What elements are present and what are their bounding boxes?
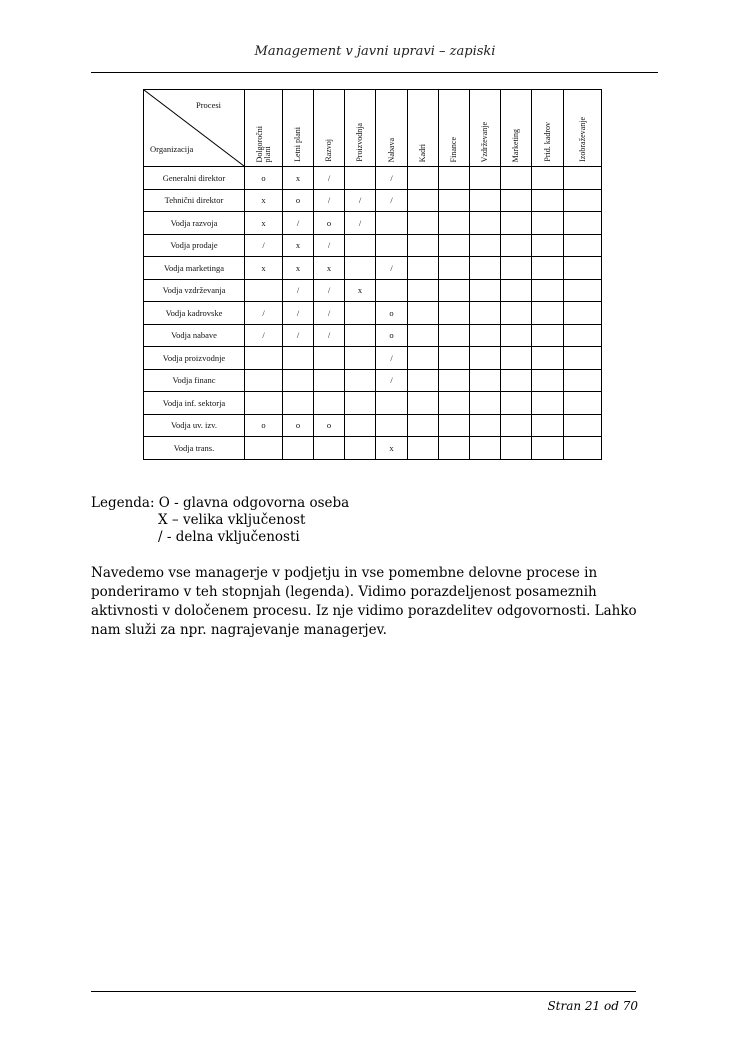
matrix-cell	[408, 167, 439, 190]
matrix-cell: o	[283, 189, 314, 212]
matrix-row	[144, 324, 602, 347]
matrix-cell	[439, 324, 470, 347]
matrix-cell	[314, 347, 345, 370]
matrix-cell	[345, 347, 376, 370]
matrix-row	[144, 167, 602, 190]
matrix-cell: /	[314, 302, 345, 325]
matrix-cell	[564, 414, 602, 437]
matrix-cell	[439, 257, 470, 280]
matrix-cell: x	[283, 234, 314, 257]
matrix-row	[144, 347, 602, 370]
matrix-cell	[408, 437, 439, 460]
matrix-cell	[564, 189, 602, 212]
matrix-cell: /	[314, 279, 345, 302]
matrix-cell: /	[345, 189, 376, 212]
matrix-cell	[283, 369, 314, 392]
matrix-cell: o	[314, 414, 345, 437]
matrix-cell	[470, 369, 501, 392]
matrix-cell	[345, 369, 376, 392]
matrix-cell	[470, 414, 501, 437]
matrix-cell	[439, 189, 470, 212]
matrix-cell	[532, 437, 564, 460]
matrix-cell	[501, 414, 532, 437]
matrix-cell	[408, 414, 439, 437]
row-label: Vodja razvoja	[144, 212, 245, 235]
matrix-cell	[501, 324, 532, 347]
column-header-label: Izobraževanje	[577, 117, 587, 162]
matrix-cell	[564, 437, 602, 460]
matrix-cell	[532, 279, 564, 302]
matrix-cell: /	[314, 234, 345, 257]
matrix-cell	[376, 279, 408, 302]
matrix-cell	[501, 212, 532, 235]
matrix-cell	[345, 302, 376, 325]
matrix-cell: /	[283, 324, 314, 347]
matrix-cell	[564, 279, 602, 302]
matrix-cell: x	[245, 257, 283, 280]
column-header-label: Prid. kadrov	[542, 122, 552, 162]
matrix-cell	[439, 302, 470, 325]
footer-rule	[91, 991, 636, 992]
matrix-cell: /	[345, 212, 376, 235]
matrix-cell: x	[376, 437, 408, 460]
matrix-cell	[501, 302, 532, 325]
row-label: Vodja prodaje	[144, 234, 245, 257]
matrix-cell: /	[376, 369, 408, 392]
matrix-cell	[439, 437, 470, 460]
row-label: Generalni direktor	[144, 167, 245, 190]
body-paragraph: Navedemo vse managerje v podjetju in vse pomembne delovne procese in ponderiramo v teh stopnjah (legenda). Vidimo porazdeljenost posameznih aktivnosti v določenem procesu. Iz nje vidimo porazdelitev odgovornosti. Lahko nam služi za npr. nagrajevanje managerjev.	[91, 565, 637, 638]
row-label: Tehnični direktor	[144, 189, 245, 212]
corner-processes-label: Procesi	[196, 100, 222, 110]
column-header	[564, 90, 602, 167]
matrix-cell	[408, 257, 439, 280]
page-header-title: Management v javni upravi – zapiski	[254, 44, 496, 59]
matrix-cell	[532, 414, 564, 437]
matrix-cell	[345, 234, 376, 257]
matrix-cell: /	[245, 302, 283, 325]
column-header-label: Nabava	[386, 137, 396, 162]
matrix-cell	[408, 212, 439, 235]
matrix-cell	[501, 279, 532, 302]
matrix-cell: /	[245, 234, 283, 257]
column-header-label: Marketing	[511, 128, 520, 162]
matrix-cell	[439, 167, 470, 190]
matrix-cell	[501, 437, 532, 460]
matrix-cell	[408, 302, 439, 325]
matrix-cell: /	[376, 347, 408, 370]
matrix-cell	[439, 347, 470, 370]
matrix-row	[144, 437, 602, 460]
matrix-cell	[564, 392, 602, 415]
matrix-cell: /	[376, 257, 408, 280]
matrix-cell: x	[245, 212, 283, 235]
matrix-cell	[245, 392, 283, 415]
matrix-cell: /	[283, 302, 314, 325]
matrix-cell	[564, 212, 602, 235]
matrix-cell	[376, 414, 408, 437]
matrix-cell: /	[376, 189, 408, 212]
matrix-row	[144, 257, 602, 280]
matrix-cell	[314, 369, 345, 392]
matrix-cell	[345, 414, 376, 437]
matrix-cell: o	[245, 414, 283, 437]
matrix-cell	[408, 324, 439, 347]
matrix-cell	[439, 392, 470, 415]
matrix-cell	[532, 212, 564, 235]
legend-line-x: X – velika vključenost	[158, 512, 306, 528]
column-header	[408, 90, 439, 167]
matrix-row	[144, 392, 602, 415]
matrix-cell	[564, 369, 602, 392]
matrix-cell	[245, 279, 283, 302]
matrix-cell	[532, 324, 564, 347]
matrix-cell	[564, 234, 602, 257]
column-header-label: Dolgoročni plani	[254, 125, 272, 162]
matrix-cell	[345, 437, 376, 460]
matrix-cell	[245, 347, 283, 370]
row-label: Vodja proizvodnje	[144, 347, 245, 370]
matrix-cell: o	[376, 324, 408, 347]
column-header	[283, 90, 314, 167]
matrix-cell: x	[345, 279, 376, 302]
row-label: Vodja uv. izv.	[144, 414, 245, 437]
matrix-cell	[345, 257, 376, 280]
matrix-cell	[564, 302, 602, 325]
matrix-cell	[470, 347, 501, 370]
matrix-cell	[439, 279, 470, 302]
matrix-cell	[283, 437, 314, 460]
corner-organization-label: Organizacija	[150, 144, 194, 154]
responsibility-matrix	[143, 89, 602, 460]
matrix-body	[144, 167, 602, 460]
matrix-cell: o	[283, 414, 314, 437]
column-header	[501, 90, 532, 167]
column-header-label: Kadri	[418, 143, 427, 162]
column-header	[532, 90, 564, 167]
matrix-cell	[470, 437, 501, 460]
matrix-cell	[470, 167, 501, 190]
matrix-cell: /	[314, 324, 345, 347]
matrix-cell	[345, 324, 376, 347]
matrix-cell	[408, 369, 439, 392]
matrix-cell	[470, 279, 501, 302]
matrix-cell: /	[245, 324, 283, 347]
matrix-cell: o	[376, 302, 408, 325]
matrix-cell	[564, 324, 602, 347]
header-rule	[91, 72, 658, 73]
column-header	[314, 90, 345, 167]
matrix-cell: x	[283, 167, 314, 190]
matrix-cell	[501, 369, 532, 392]
matrix-cell	[408, 347, 439, 370]
row-label: Vodja marketinga	[144, 257, 245, 280]
matrix-cell	[408, 189, 439, 212]
matrix-cell: x	[314, 257, 345, 280]
matrix-cell	[532, 167, 564, 190]
matrix-row	[144, 234, 602, 257]
column-header	[376, 90, 408, 167]
matrix-cell: o	[245, 167, 283, 190]
column-header-label: Letni plani	[293, 127, 302, 162]
column-header	[245, 90, 283, 167]
column-header	[345, 90, 376, 167]
row-label: Vodja financ	[144, 369, 245, 392]
column-header-label: Razvoj	[324, 139, 333, 162]
matrix-cell	[345, 392, 376, 415]
legend	[91, 495, 349, 546]
matrix-cell	[283, 347, 314, 370]
matrix-cell: o	[314, 212, 345, 235]
matrix-cell	[501, 347, 532, 370]
matrix-cell	[532, 189, 564, 212]
column-header-label: Proizvodnja	[355, 123, 364, 162]
matrix-cell	[501, 189, 532, 212]
matrix-row	[144, 189, 602, 212]
matrix-cell	[564, 257, 602, 280]
matrix-cell	[245, 369, 283, 392]
column-header	[439, 90, 470, 167]
corner-diagonal	[144, 90, 244, 166]
matrix-cell	[345, 167, 376, 190]
matrix-cell	[439, 212, 470, 235]
column-header-label: Vzdrževanje	[480, 121, 489, 162]
matrix-cell: /	[314, 167, 345, 190]
matrix-cell	[283, 392, 314, 415]
matrix-cell	[532, 234, 564, 257]
column-header-label: Finance	[449, 136, 458, 162]
matrix-row	[144, 302, 602, 325]
matrix-cell: /	[376, 167, 408, 190]
matrix-cell	[470, 324, 501, 347]
matrix-cell	[408, 392, 439, 415]
column-header	[470, 90, 501, 167]
matrix-cell	[501, 257, 532, 280]
matrix-cell	[532, 392, 564, 415]
matrix-cell	[470, 189, 501, 212]
matrix-cell	[245, 437, 283, 460]
matrix-cell	[470, 212, 501, 235]
matrix-cell: /	[314, 189, 345, 212]
matrix-cell	[532, 302, 564, 325]
matrix-cell	[564, 167, 602, 190]
matrix-cell	[314, 437, 345, 460]
matrix-cell	[439, 234, 470, 257]
matrix-header-row	[144, 90, 602, 167]
matrix-cell	[501, 234, 532, 257]
row-label: Vodja nabave	[144, 324, 245, 347]
matrix-cell: /	[283, 212, 314, 235]
matrix-cell	[408, 234, 439, 257]
matrix-cell	[470, 234, 501, 257]
matrix-cell	[470, 302, 501, 325]
matrix-cell	[376, 234, 408, 257]
matrix-row	[144, 212, 602, 235]
matrix-cell	[408, 279, 439, 302]
matrix-cell	[532, 347, 564, 370]
row-label: Vodja vzdrževanja	[144, 279, 245, 302]
matrix-corner-cell	[144, 90, 245, 167]
page-number: Stran 21 od 70	[547, 999, 638, 1013]
legend-line-slash: / - delna vključenosti	[158, 529, 300, 545]
matrix-cell	[439, 414, 470, 437]
matrix-row	[144, 279, 602, 302]
matrix-cell: x	[283, 257, 314, 280]
matrix-cell	[439, 369, 470, 392]
matrix-cell	[564, 347, 602, 370]
matrix-row	[144, 369, 602, 392]
matrix-cell	[470, 257, 501, 280]
matrix-row	[144, 414, 602, 437]
legend-line-main: Legenda: O - glavna odgovorna oseba	[91, 495, 350, 511]
matrix-cell	[501, 167, 532, 190]
matrix-cell: /	[283, 279, 314, 302]
matrix-cell	[501, 392, 532, 415]
matrix-cell: x	[245, 189, 283, 212]
row-label: Vodja inf. sektorja	[144, 392, 245, 415]
row-label: Vodja kadrovske	[144, 302, 245, 325]
row-label: Vodja trans.	[144, 437, 245, 460]
matrix-cell	[532, 257, 564, 280]
matrix-cell	[376, 392, 408, 415]
matrix-cell	[376, 212, 408, 235]
matrix-cell	[470, 392, 501, 415]
matrix-cell	[314, 392, 345, 415]
matrix-cell	[532, 369, 564, 392]
